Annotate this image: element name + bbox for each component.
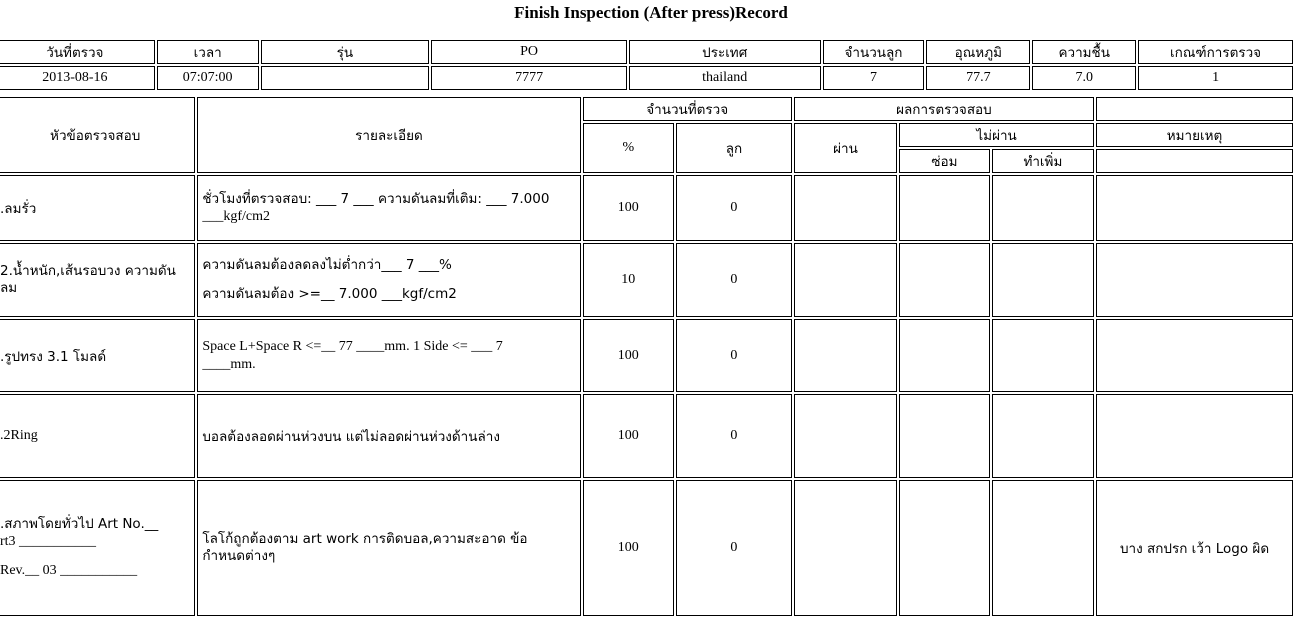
detail-line: Space L+Space R <=__ 77 ____mm. 1 Side <= ___ 7 (202, 339, 503, 354)
row-extra (992, 319, 1094, 392)
row-detail (197, 319, 580, 392)
row-percent: 100 (583, 480, 674, 616)
table-row (0, 319, 1293, 392)
row-detail (197, 480, 580, 616)
header-remark-top (1096, 97, 1293, 121)
info-value-temperature: 77.7 (926, 66, 1030, 90)
row-topic: .รูปทรง 3.1 โมลด์ (0, 319, 195, 392)
row-balls: 0 (676, 480, 792, 616)
row-topic (0, 243, 195, 317)
row-balls: 0 (676, 319, 792, 392)
detail-line: ความดันลมต้อง >=__ 7.000 ___kgf/cm2 (202, 286, 457, 302)
row-remark (1096, 243, 1293, 317)
row-percent: 10 (583, 243, 674, 317)
topic-line: Rev.__ 03 ___________ (0, 563, 138, 579)
header-result-group: ผลการตรวจสอบ (794, 97, 1094, 121)
info-value-country: thailand (629, 66, 821, 90)
table-row (0, 243, 1293, 317)
row-topic: .2Ring (0, 394, 195, 478)
row-pass (794, 319, 897, 392)
topic-spacer (0, 550, 193, 562)
inspection-info-table (0, 38, 1295, 92)
detail-line: ____mm. (202, 356, 256, 372)
info-header-criteria: เกณฑ์การตรวจ (1138, 40, 1293, 64)
info-value-criteria: 1 (1138, 66, 1293, 90)
table-row (0, 175, 1293, 241)
info-header-temperature: อุณหภูมิ (926, 40, 1030, 64)
detail-line: ___kgf/cm2 (202, 208, 271, 224)
row-topic: .ลมรั่ว (0, 175, 195, 241)
header-remark: หมายเหตุ (1096, 123, 1293, 147)
main-header-row-1 (0, 97, 1293, 121)
row-detail (197, 394, 580, 478)
detail-spacer (202, 274, 578, 286)
row-topic (0, 480, 195, 616)
row-repair (899, 480, 990, 616)
detail-line: กำหนดต่างๆ (202, 548, 276, 564)
topic-line: 2.น้ำหนัก,เส้นรอบวง ความดัน (0, 263, 176, 280)
header-count-group: จำนวนที่ตรวจ (583, 97, 792, 121)
info-header-row (0, 40, 1293, 64)
detail-line: โลโก้ถูกต้องตาม art work การติดบอล,ความสะอาด ข้อ (202, 531, 528, 548)
row-balls: 0 (676, 175, 792, 241)
row-percent: 100 (583, 319, 674, 392)
info-value-ball-count: 7 (823, 66, 925, 90)
header-percent: % (583, 123, 674, 173)
row-remark (1096, 394, 1293, 478)
info-header-humidity: ความชื้น (1032, 40, 1136, 64)
topic-line: rt3 ___________ (0, 533, 97, 549)
info-header-country: ประเทศ (629, 40, 821, 64)
info-value-model (261, 66, 430, 90)
page-title: Finish Inspection (After press)Record (514, 3, 788, 22)
inspection-detail-table (0, 95, 1295, 618)
row-remark (1096, 319, 1293, 392)
header-remark-bottom (1096, 149, 1293, 173)
row-repair (899, 175, 990, 241)
header-extra: ทำเพิ่ม (992, 149, 1094, 173)
header-fail: ไม่ผ่าน (899, 123, 1094, 147)
info-value-row (0, 66, 1293, 90)
row-extra (992, 394, 1094, 478)
info-header-time: เวลา (157, 40, 259, 64)
header-topic: หัวข้อตรวจสอบ (0, 97, 195, 173)
topic-line: ลม (0, 280, 18, 296)
header-balls: ลูก (676, 123, 792, 173)
info-header-model: รุ่น (261, 40, 430, 64)
info-value-po: 7777 (431, 66, 627, 90)
row-repair (899, 394, 990, 478)
info-header-po: PO (431, 40, 627, 64)
row-balls: 0 (676, 394, 792, 478)
header-repair: ซ่อม (899, 149, 990, 173)
row-percent: 100 (583, 175, 674, 241)
row-repair (899, 243, 990, 317)
row-pass (794, 175, 897, 241)
table-row (0, 394, 1293, 478)
row-pass (794, 394, 897, 478)
row-percent: 100 (583, 394, 674, 478)
info-header-date: วันที่ตรวจ (0, 40, 155, 64)
row-balls: 0 (676, 243, 792, 317)
info-value-date: 2013-08-16 (0, 66, 155, 90)
row-extra (992, 243, 1094, 317)
row-detail (197, 243, 580, 317)
row-remark: บาง สกปรก เว้า Logo ผิด (1096, 480, 1293, 616)
table-row (0, 480, 1293, 616)
row-remark (1096, 175, 1293, 241)
detail-line: ความดันลมต้องลดลงไม่ต่ำกว่า___ 7 ___% (202, 257, 452, 274)
detail-line: บอลต้องลอดผ่านห่วงบน แต่ไม่ลอดผ่านห่วงด้านล่าง (202, 429, 500, 445)
detail-line: ชั่วโมงที่ตรวจสอบ: ___ 7 ___ ความดันลมที่เติม: ___ 7.000 (202, 190, 550, 207)
row-extra (992, 480, 1094, 616)
header-pass: ผ่าน (794, 123, 897, 173)
info-header-ball-count: จำนวนลูก (823, 40, 925, 64)
row-extra (992, 175, 1094, 241)
row-pass (794, 243, 897, 317)
row-detail (197, 175, 580, 241)
row-repair (899, 319, 990, 392)
topic-line: .สภาพโดยทั่วไป Art No.__ (0, 516, 159, 533)
info-value-humidity: 7.0 (1032, 66, 1136, 90)
row-pass (794, 480, 897, 616)
header-detail: รายละเอียด (197, 97, 580, 173)
info-value-time: 07:07:00 (157, 66, 259, 90)
